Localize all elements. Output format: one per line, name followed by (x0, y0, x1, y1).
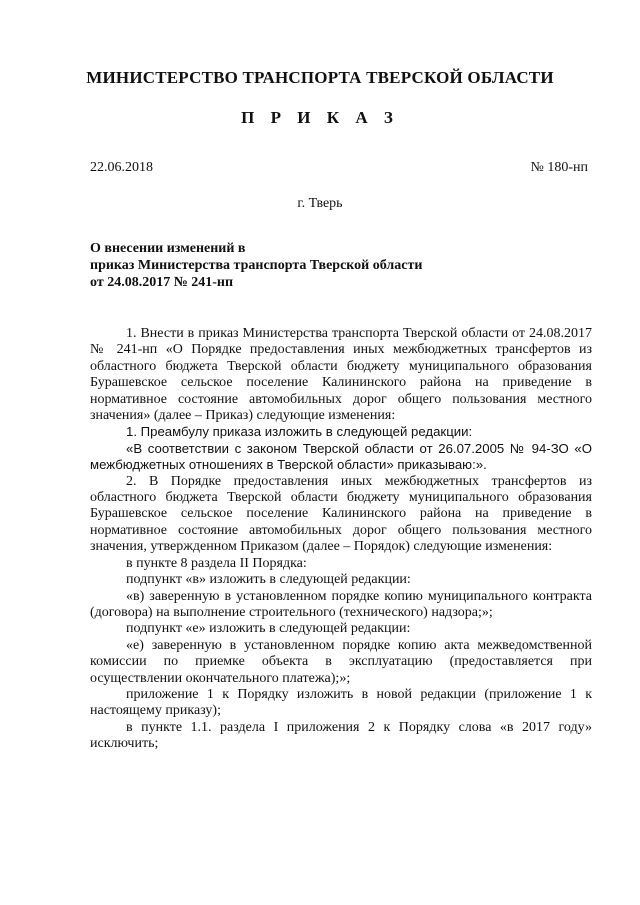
order-date: 22.06.2018 (90, 160, 153, 175)
order-city: г. Тверь (297, 196, 343, 211)
body-paragraph: 2. В Порядке предоставления иных межбюджетных трансфертов из областного бюджета Тверской области бюджету муниципального образования Бурашевское сельское поселение Калининского района на приведение в нормативное состояние автомобильных дорог общего пользования местного значения, утвержденном Приказом (далее – Порядок) следующие изменения: (90, 473, 592, 555)
subject-line: от 24.08.2017 № 241-нп (90, 275, 234, 290)
body-paragraph: «В соответствии с законом Тверской области от 26.07.2005 № 94-ЗО «О межбюджетных отношениях в Тверской области» приказываю:». (90, 440, 592, 473)
body-paragraph: подпункт «е» изложить в следующей редакции: (126, 621, 411, 637)
order-title: П Р И К А З (241, 108, 399, 127)
order-subject (90, 240, 530, 291)
body-paragraph: «в) заверенную в установленном порядке копию муниципального контракта (договора) на выполнение строительного (технического) надзора;»; (90, 588, 592, 620)
ministry-name: МИНИСТЕРСТВО ТРАНСПОРТА ТВЕРСКОЙ ОБЛАСТИ (86, 68, 554, 87)
body-paragraph: приложение 1 к Порядку изложить в новой редакции (приложение 1 к настоящему приказу); (90, 686, 592, 719)
body-paragraph: в пункте 8 раздела II Порядка: (126, 555, 307, 571)
order-number: № 180-нп (530, 160, 588, 175)
body-paragraph: 1. Преамбулу приказа изложить в следующей редакции: (126, 424, 473, 440)
order-body (90, 326, 592, 753)
body-paragraph: в пункте 1.1. раздела I приложения 2 к Порядку слова «в 2017 году» исключить; (90, 719, 592, 752)
body-paragraph: подпункт «в» изложить в следующей редакции: (126, 572, 411, 588)
body-paragraph: «е) заверенную в установленном порядке копию акта межведомственной комиссии по приемке объекта в эксплуатацию (предоставляется при осуществлении окончательного платежа);»; (90, 637, 592, 686)
subject-line: приказ Министерства транспорта Тверской области (90, 258, 423, 273)
subject-line: О внесении изменений в (90, 241, 246, 256)
body-paragraph: 1. Внести в приказ Министерства транспорта Тверской области от 24.08.2017 № 241-нп «О Порядке предоставления иных межбюджетных трансфертов из областного бюджета Тверской области бюджету муниципального образования Бурашевское сельское поселение Калининского района на приведение в нормативное состояние автомобильных дорог общего пользования местного значения» (далее – Приказ) следующие изменения: (90, 326, 592, 424)
